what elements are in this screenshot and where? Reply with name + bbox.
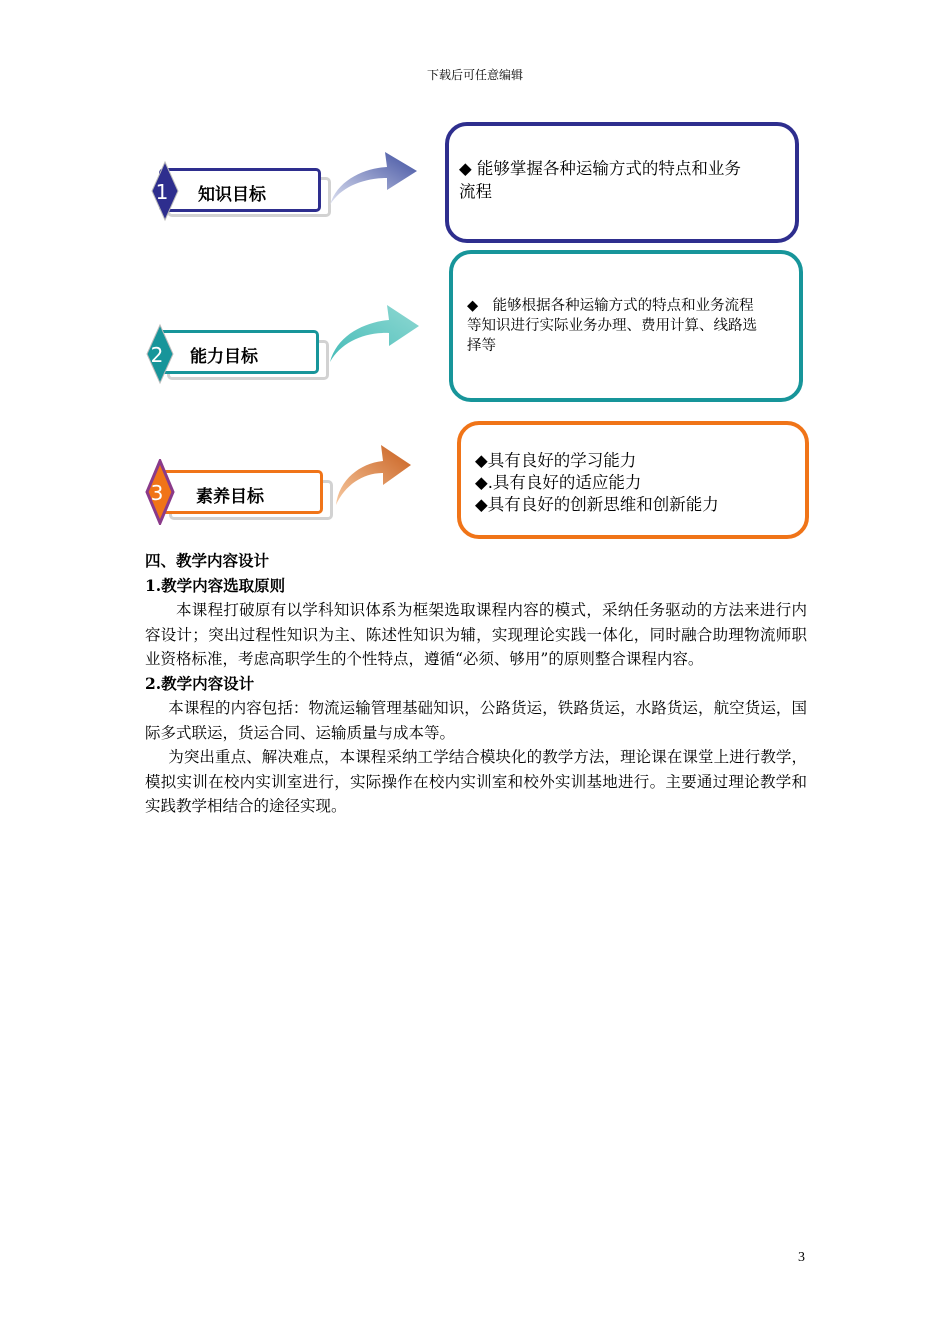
content-section [145, 549, 807, 819]
number-badge [145, 323, 175, 385]
number-badge [150, 160, 180, 222]
goal-description [457, 421, 809, 539]
goal-number: 1 [155, 180, 169, 204]
desc-line: 流程 [459, 182, 492, 201]
subsection-title: 2.教学内容设计 [145, 673, 255, 693]
page-header: 下载后可任意编辑 [426, 68, 523, 82]
paragraph: 为突出重点、解决难点，本课程采纳工学结合模块化的教学方法，理论课在课堂上进行教学，模拟实训在校内实训室进行，实际操作在校内实训室和校外实训基地进行。主要通过理论教学和实践教学相结合的途径实现。 [145, 748, 807, 815]
desc-line: ◆ 能够掌握各种运输方式的特点和业务 [459, 159, 741, 178]
desc-line: ◆具有良好的学习能力 [475, 451, 637, 470]
label-box [159, 168, 321, 212]
subsection-title: 1.教学内容选取原则 [145, 575, 286, 595]
section-title: 四、教学内容设计 [145, 551, 270, 570]
goal-label: 素养目标 [196, 487, 264, 507]
desc-line: ◆ 能够根据各种运输方式的特点和业务流程 [467, 298, 754, 314]
label-box [161, 470, 323, 514]
goal-label: 知识目标 [198, 185, 266, 205]
goal-ability [145, 248, 815, 408]
label-box [157, 330, 319, 374]
goal-label: 能力目标 [190, 347, 258, 367]
arrow-icon [327, 300, 427, 372]
paragraph: 本课程打破原有以学科知识体系为框架选取课程内容的模式，采纳任务驱动的方法来进行内容设计；突出过程性知识为主、陈述性知识为辅，实现理论实践一体化，同时融合助理物流师职业资格标准，考虑高职学生的个性特点，遵循“必须、够用”的原则整合课程内容。 [145, 601, 807, 668]
desc-line: ◆具有良好的创新思维和创新能力 [475, 495, 719, 514]
goal-number: 3 [150, 481, 164, 505]
desc-line: 择等 [467, 338, 496, 354]
arrow-icon [325, 150, 425, 222]
page-number: 3 [798, 1250, 805, 1265]
goal-description [449, 250, 803, 402]
arrow-icon [333, 443, 423, 515]
goal-literacy [145, 415, 815, 545]
desc-line: 等知识进行实际业务办理、费用计算、线路选 [467, 318, 757, 334]
number-badge [145, 459, 175, 525]
paragraph: 本课程的内容包括：物流运输管理基础知识，公路货运，铁路货运，水路货运，航空货运，国际多式联运，货运合同、运输质量与成本等。 [145, 699, 807, 742]
goal-number: 2 [150, 343, 164, 367]
desc-line: ◆.具有良好的适应能力 [475, 473, 642, 492]
goal-description [445, 122, 799, 243]
goal-knowledge [145, 120, 815, 245]
